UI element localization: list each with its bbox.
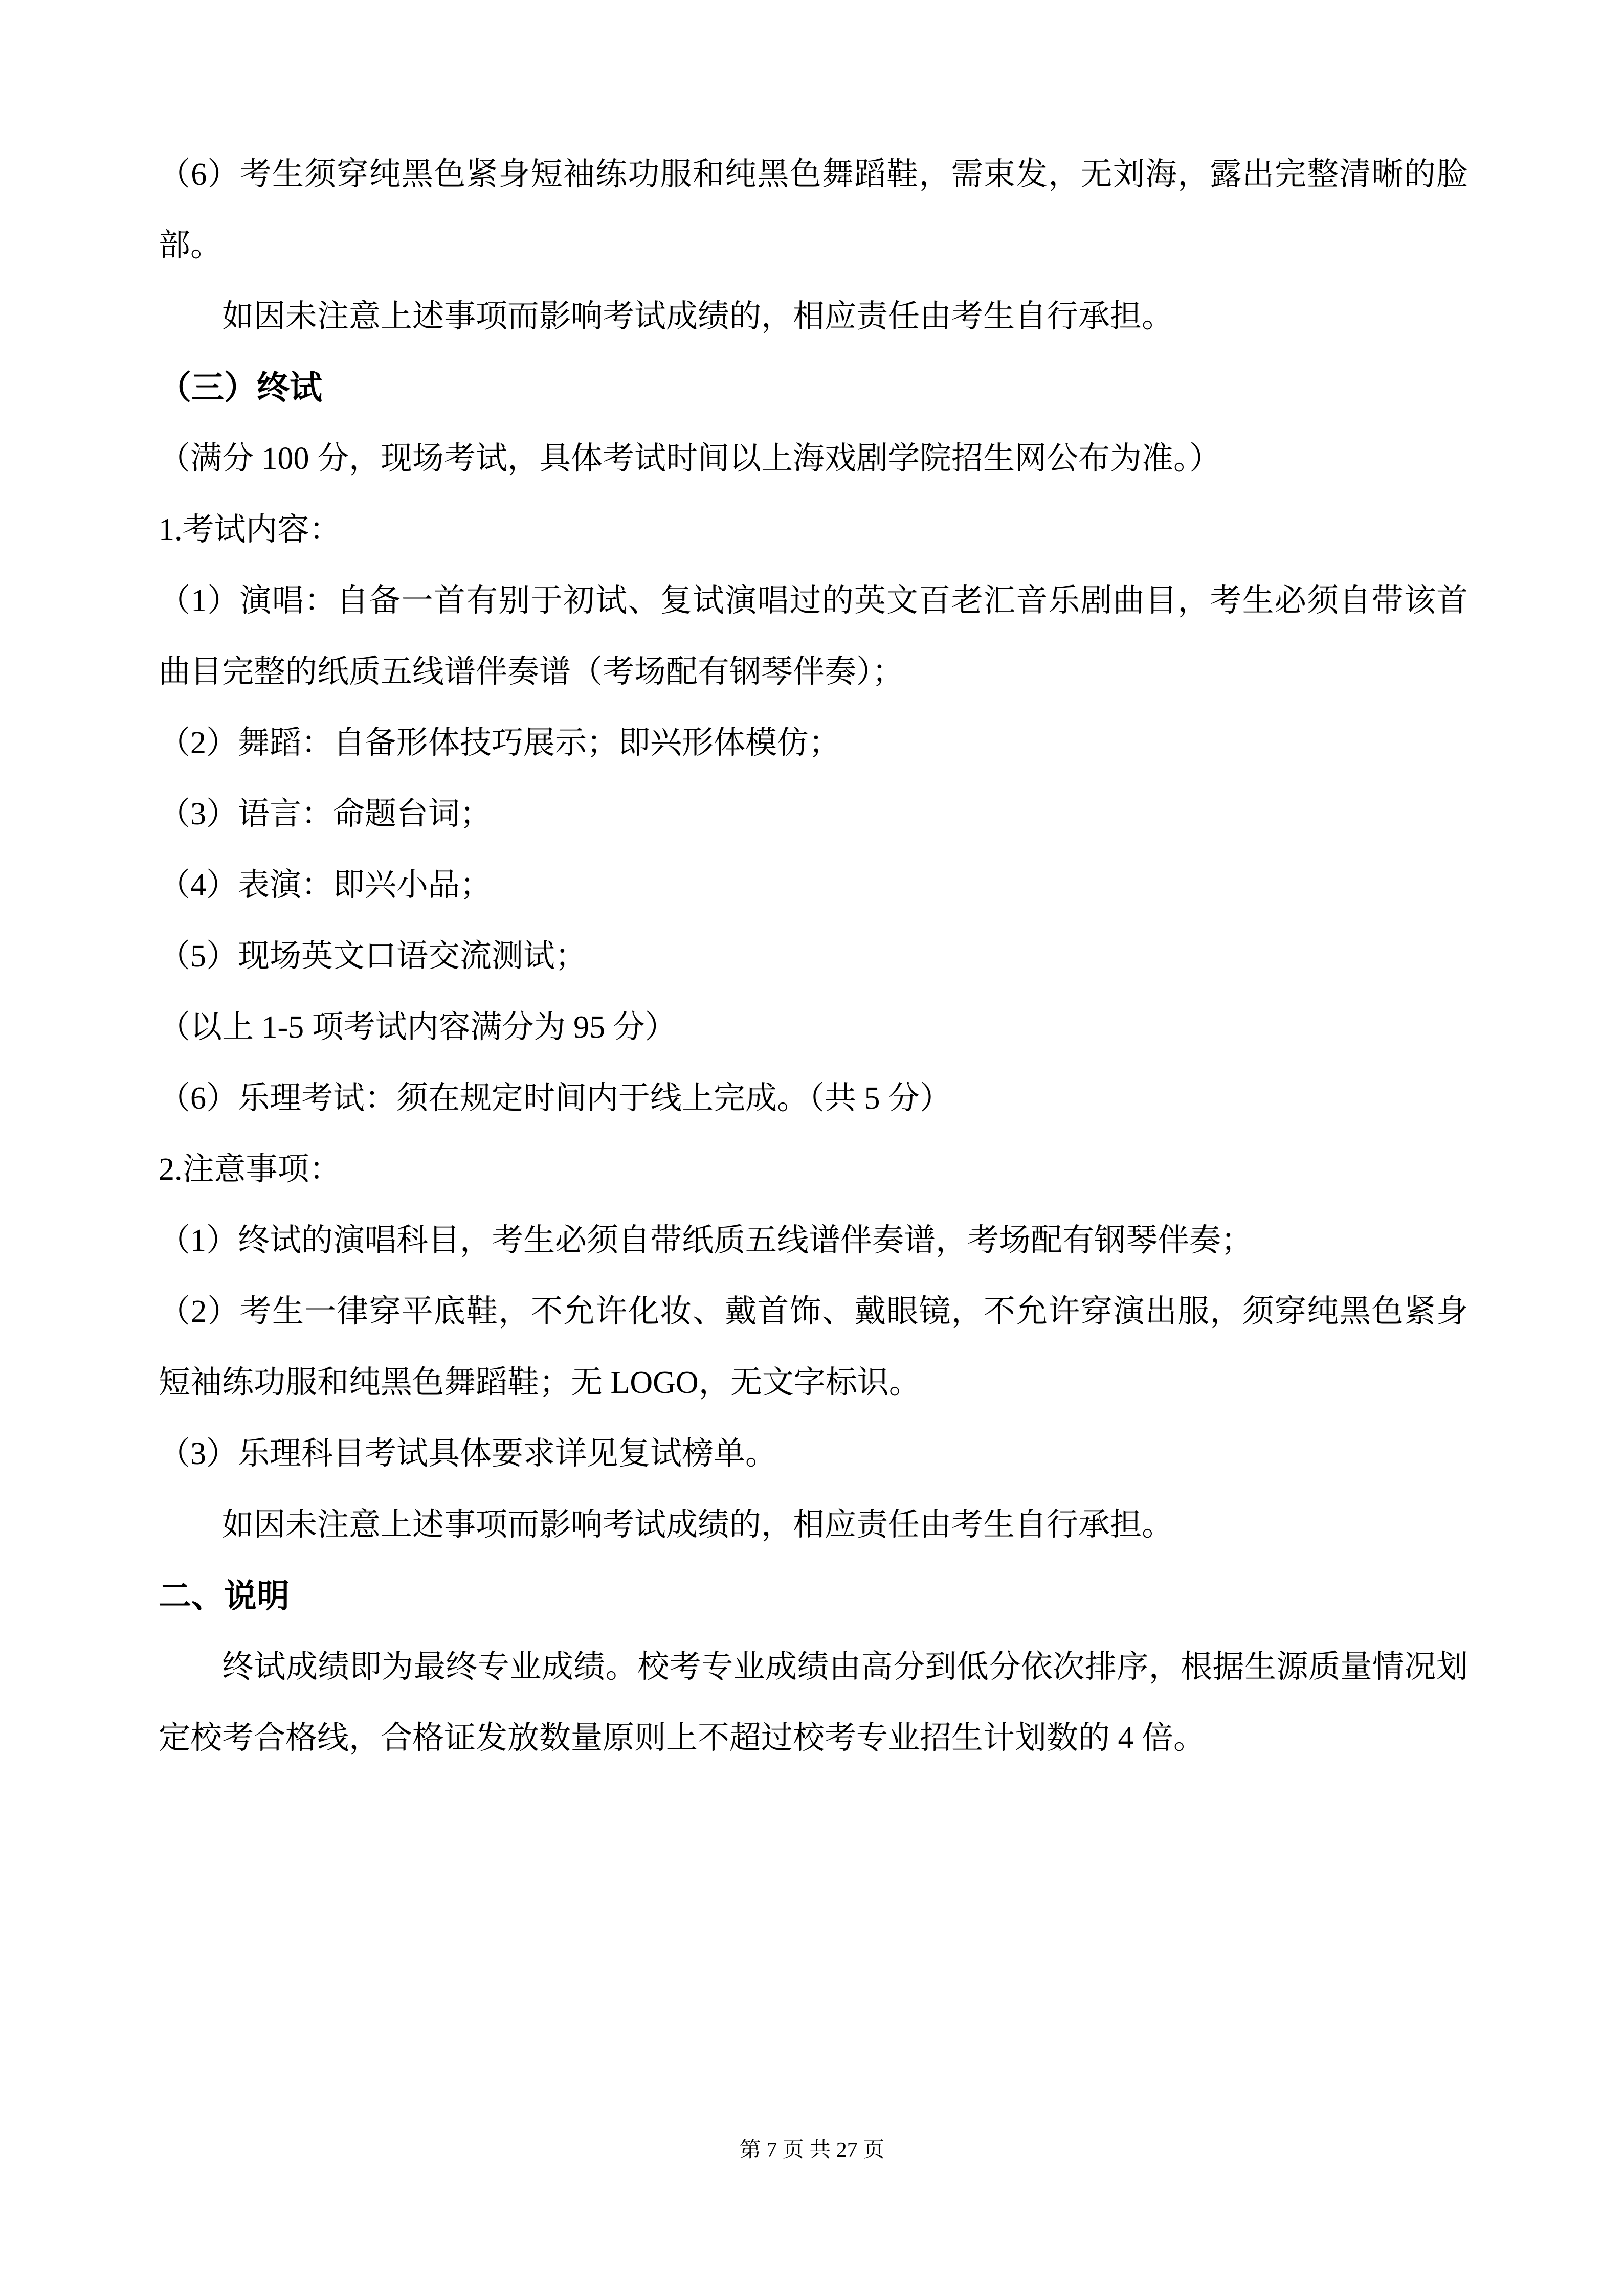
page-number-text: 第 7 页 共 27 页 bbox=[739, 2139, 885, 2162]
exam-item-3-language: （3）语言：命题台词； bbox=[159, 797, 492, 831]
responsibility-note: 如因未注意上述事项而影响考试成绩的，相应责任由考生自行承担。 bbox=[222, 299, 1174, 334]
page-footer bbox=[0, 2135, 1624, 2166]
exam-content-label: 1.考试内容： bbox=[159, 512, 341, 547]
notes-label: 2.注意事项： bbox=[159, 1152, 341, 1187]
section-heading-explanation: 二、说明 bbox=[159, 1578, 290, 1614]
document-body bbox=[159, 139, 1468, 1774]
exam-item-1-singing: （1）演唱：自备一首有别于初试、复试演唱过的英文百老汇音乐剧曲目，考生必须自带该首曲目完整的纸质五线谱伴奏谱（考场配有钢琴伴奏）； bbox=[159, 583, 1468, 689]
exam-item-4-acting: （4）表演：即兴小品； bbox=[159, 868, 492, 903]
note-3-music-theory-requirement: （3）乐理科目考试具体要求详见复试榜单。 bbox=[159, 1436, 777, 1471]
items-1-5-score-note: （以上 1-5 项考试内容满分为 95 分） bbox=[159, 1010, 677, 1045]
exam-item-6-music-theory: （6）乐理考试：须在规定时间内于线上完成。（共 5 分） bbox=[159, 1081, 952, 1116]
note-1-sheet-music: （1）终试的演唱科目，考生必须自带纸质五线谱伴奏谱，考场配有钢琴伴奏； bbox=[159, 1223, 1253, 1258]
note-2-dress-code: （2）考生一律穿平底鞋，不允许化妆、戴首饰、戴眼镜，不允许穿演出服，须穿纯黑色紧身短袖练功服和纯黑色舞蹈鞋；无 LOGO，无文字标识。 bbox=[159, 1294, 1468, 1400]
responsibility-note-2: 如因未注意上述事项而影响考试成绩的，相应责任由考生自行承担。 bbox=[222, 1507, 1174, 1542]
section-heading-final-exam: （三）终试 bbox=[159, 370, 322, 406]
clause-6-dress-requirement: （6）考生须穿纯黑色紧身短袖练功服和纯黑色舞蹈鞋，需束发，无刘海，露出完整清晰的脸部。 bbox=[159, 157, 1468, 263]
exam-item-2-dance: （2）舞蹈：自备形体技巧展示；即兴形体模仿； bbox=[159, 726, 841, 760]
exam-item-5-english-oral: （5）现场英文口语交流测试； bbox=[159, 939, 587, 974]
explanation-paragraph: 终试成绩即为最终专业成绩。校考专业成绩由高分到低分依次排序，根据生源质量情况划定校考合格线，合格证发放数量原则上不超过校考专业招生计划数的 4 倍。 bbox=[159, 1650, 1468, 1755]
final-exam-score-note: （满分 100 分，现场考试，具体考试时间以上海戏剧学院招生网公布为准。） bbox=[159, 441, 1221, 476]
